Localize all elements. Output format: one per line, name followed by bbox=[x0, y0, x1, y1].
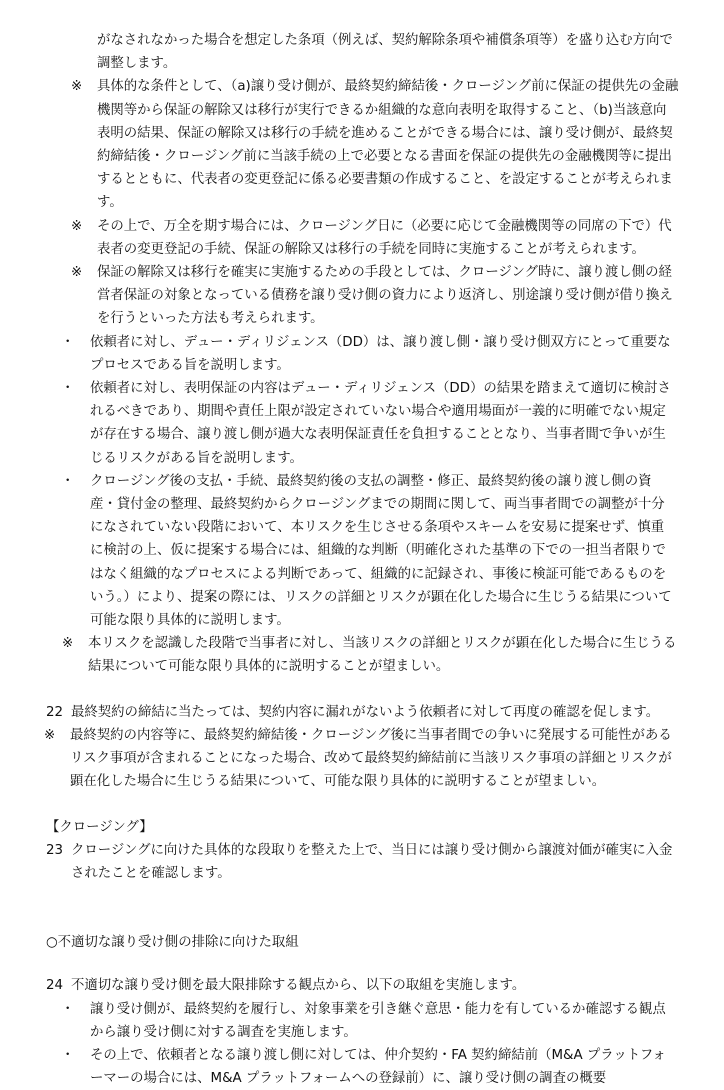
note-mark: ※ bbox=[71, 218, 83, 234]
bullet-text: 依頼者に対し、表明保証の内容はデュー・ディリジェンス（DD）の結果を踏まえて適切に検討されるべきであり、期間や責任上限が設定されていない場合や適用場面が一義的に明確でない規定が存在する場合、譲り渡し側が過大な表明保証責任を負担することとなり、当事者間で争いが生じるリスクがある旨を説明します。 bbox=[90, 381, 671, 466]
bullet-mark: ・ bbox=[61, 1047, 75, 1063]
section-heading-exclusion: ○不適切な譲り受け側の排除に向けた取組 bbox=[46, 935, 299, 951]
note-text: その上で、万全を期す場合には、クロージング日に（必要に応じて金融機関等の同席の下で）代表者の変更登記の手続、保証の解除又は移行の手続を同時に実施することが考えられます。 bbox=[97, 218, 672, 257]
note-mark: ※ bbox=[71, 265, 83, 281]
bullet-post-closing-risk bbox=[61, 470, 676, 632]
item-22 bbox=[46, 701, 677, 724]
bullet-due-diligence bbox=[61, 331, 676, 377]
bullet-seller-explanation bbox=[61, 1044, 676, 1090]
item-number: 24 bbox=[46, 978, 64, 994]
note-risk-awareness bbox=[62, 632, 678, 678]
section-heading-closing: 【クロージング】 bbox=[46, 819, 153, 835]
paragraph-text: がなされなかった場合を想定した条項（例えば、契約解除条項や補償条項等）を盛り込む方向で調整します。 bbox=[97, 33, 673, 72]
note-guarantee-release bbox=[71, 261, 679, 331]
bullet-mark: ・ bbox=[61, 334, 75, 350]
note-text: 具体的な条件として、（a)譲り受け側が、最終契約締結後・クロージング前に保証の提供先の金融機関等から保証の解除又は移行が実行できるか組織的な意向表明を取得すること、（b)当該意向表明の結果、保証の解除又は移行の手続を進めることができる場合には、譲り受け側が、最終契約締結後・クロージング前に当該手続の上で必要となる書面を保証の提供先の金融機関等に提出するとともに、代表者の変更登記に係る必要書類の作成すること、を設定することが考えられます。 bbox=[97, 79, 679, 211]
item-number: 22 bbox=[46, 704, 64, 720]
item-number: 23 bbox=[46, 842, 64, 858]
item-text: 最終契約の締結に当たっては、契約内容に漏れがないよう依頼者に対して再度の確認を促します。 bbox=[71, 704, 660, 720]
note-mark: ※ bbox=[62, 636, 74, 652]
note-text: 最終契約の内容等に、最終契約締結後・クロージング後に当事者間での争いに発展する可能性があるリスク事項が含まれることになった場合、改めて最終契約締結前に当該リスク事項の詳細とリスクが顕在化した場合に生じうる結果について、可能な限り具体的に説明することが望ましい。 bbox=[70, 727, 672, 790]
bullet-mark: ・ bbox=[61, 381, 75, 397]
item-text: クロージングに向けた具体的な段取りを整えた上で、当日には譲り受け側から譲渡対価が確実に入金されたことを確認します。 bbox=[71, 842, 673, 881]
note-closing-day bbox=[71, 215, 679, 261]
bullet-representation-warranty bbox=[61, 377, 676, 470]
bullet-text: その上で、依頼者となる譲り渡し側に対しては、仲介契約・FA 契約締結前（M&A プラットフォーマーの場合には、M&A プラットフォームへの登録前）に、譲り受け側の調査の概要 bbox=[90, 1047, 666, 1087]
bullet-text: 譲り受け側が、最終契約を履行し、対象事業を引き継ぐ意思・能力を有しているか確認する観点から譲り受け側に対する調査を実施します。 bbox=[90, 1001, 666, 1040]
note-conditions bbox=[71, 75, 679, 214]
item-text: 不適切な譲り受け側を最大限排除する観点から、以下の取組を実施します。 bbox=[71, 978, 526, 994]
note-text: 本リスクを認識した段階で当事者に対し、当該リスクの詳細とリスクが顕在化した場合に生じうる結果について可能な限り具体的に説明することが望ましい。 bbox=[88, 636, 677, 675]
note-mark: ※ bbox=[71, 79, 83, 95]
bullet-text: クロージング後の支払・手続、最終契約後の支払の調整・修正、最終契約後の譲り渡し側の資産・貸付金の整理、最終契約からクロージングまでの期間に関して、両当事者間での調整が十分になされていない段階において、本リスクを生じさせる条項やスキームを安易に提案せず、慎重に検討の上、仮に提案する場合には、組織的な判断（明確化された基準の下での一担当者限りではなく組織的なプロセスによる判断であって、組織的に記録され、事後に検証可能であるものをいう。）により、提案の際には、リスクの詳細とリスクが顕在化した場合に生じうる結果について可能な限り具体的に説明します。 bbox=[90, 473, 672, 629]
note-text: 保証の解除又は移行を確実に実施するための手段としては、クロージング時に、譲り渡し側の経営者保証の対象となっている債務を譲り受け側の資力により返済し、別途譲り受け側が借り換えを行うといった方法も考えられます。 bbox=[97, 265, 673, 327]
note-mark: ※ bbox=[44, 727, 56, 743]
bullet-mark: ・ bbox=[61, 473, 75, 489]
bullet-text: 依頼者に対し、デュー・ディリジェンス（DD）は、譲り渡し側・譲り受け側双方にとって重要なプロセスである旨を説明します。 bbox=[90, 334, 671, 373]
item-24 bbox=[46, 974, 677, 997]
document-page bbox=[0, 29, 724, 1090]
item-23 bbox=[46, 839, 677, 885]
paragraph-continuation bbox=[97, 29, 679, 75]
bullet-mark: ・ bbox=[61, 1001, 75, 1017]
note-final-contract bbox=[44, 724, 674, 794]
bullet-buyer-investigation bbox=[61, 998, 676, 1044]
